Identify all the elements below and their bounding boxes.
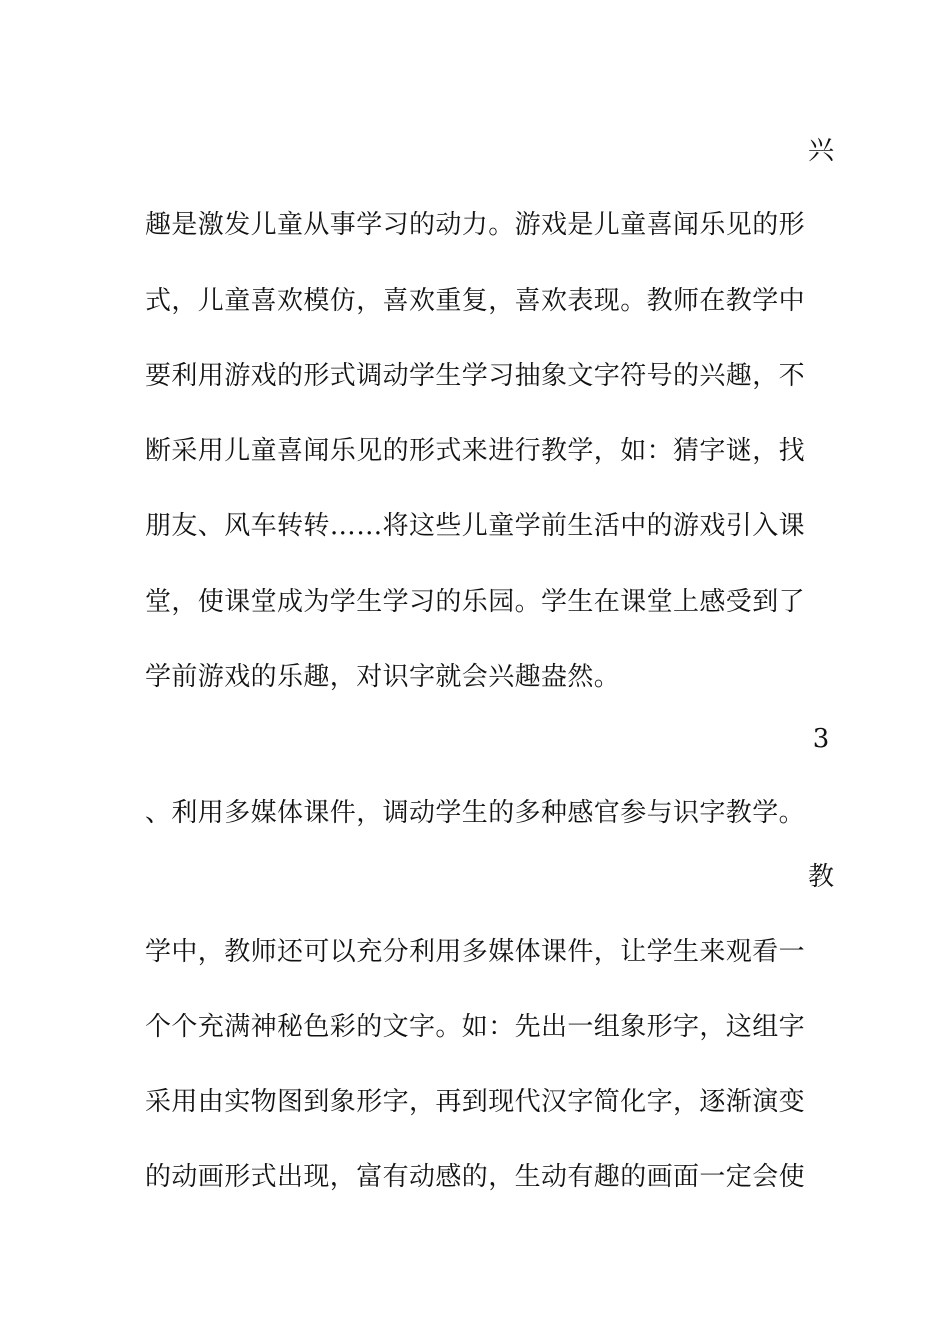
text-line-4: 断采用儿童喜闻乐见的形式来进行教学，如：猜字谜，找: [145, 436, 806, 466]
paragraph-start-fragment-xing: 兴: [807, 136, 834, 166]
text-line-7: 学前游戏的乐趣，对识字就会兴趣盎然。: [145, 662, 621, 692]
text-line-1: 趣是激发儿童从事学习的动力。游戏是儿童喜闻乐见的形: [145, 210, 806, 240]
text-line-5: 朋友、风车转转……将这些儿童学前生活中的游戏引入课: [145, 511, 806, 541]
text-line-2: 式，儿童喜欢模仿，喜欢重复，喜欢表现。教师在教学中: [145, 286, 806, 316]
text-line-11: 的动画形式出现，富有动感的，生动有趣的画面一定会使: [145, 1162, 806, 1192]
text-line-9: 个个充满神秘色彩的文字。如：先出一组象形字，这组字: [145, 1012, 806, 1042]
text-line-8: 学中，教师还可以充分利用多媒体课件，让学生来观看一: [145, 937, 806, 967]
text-line-10: 采用由实物图到象形字，再到现代汉字简化字，逐渐演变: [145, 1087, 806, 1117]
section-number-3: 3: [812, 724, 830, 754]
text-line-6: 堂，使课堂成为学生学习的乐园。学生在课堂上感受到了: [145, 587, 806, 617]
text-line-3: 要利用游戏的形式调动学生学习抽象文字符号的兴趣，不: [145, 361, 806, 391]
paragraph-start-fragment-jiao: 教: [807, 862, 834, 892]
section-heading-line: 、利用多媒体课件，调动学生的多种感官参与识字教学。: [145, 798, 806, 828]
